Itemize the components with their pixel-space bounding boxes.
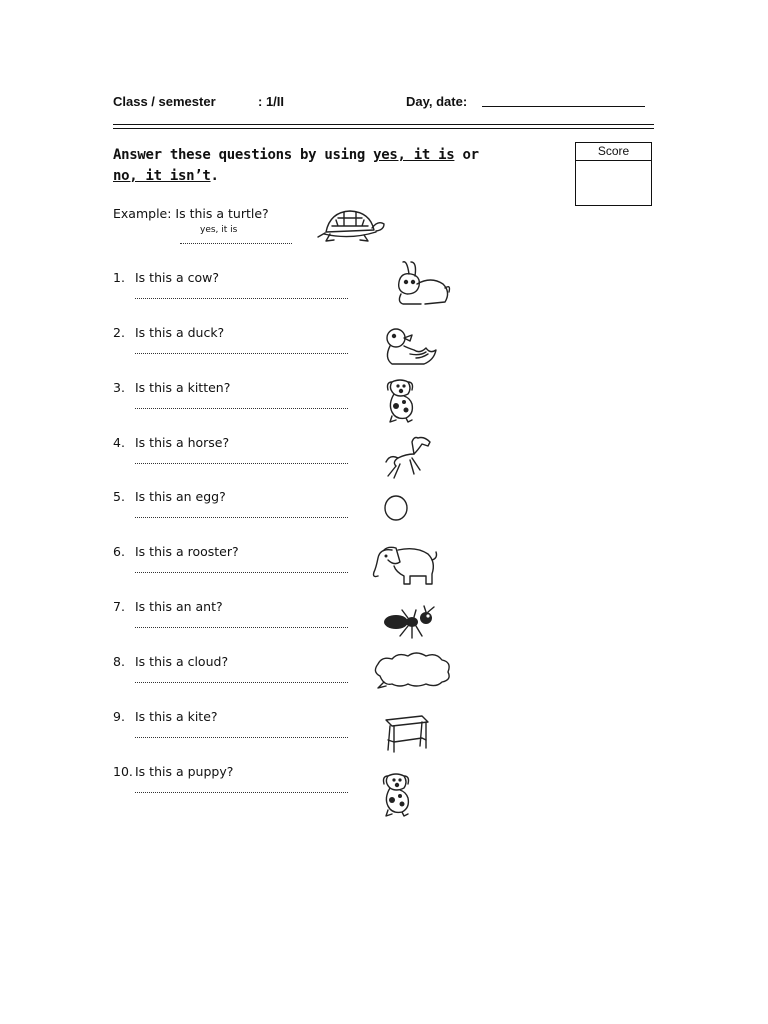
- score-box[interactable]: [575, 142, 652, 206]
- instruction-or: or: [454, 147, 479, 163]
- answer-line-8[interactable]: [135, 680, 348, 683]
- question-4: [113, 435, 229, 450]
- answer-line-2[interactable]: [135, 351, 348, 354]
- question-number: 9.: [113, 709, 125, 724]
- question-text: Is this a horse?: [135, 435, 230, 450]
- duck-icon: [380, 324, 442, 370]
- example-answer: yes, it is: [200, 225, 238, 235]
- answer-line-3[interactable]: [135, 406, 348, 409]
- answer-line-1[interactable]: [135, 296, 348, 299]
- elephant-icon: [370, 542, 440, 590]
- question-number: 4.: [113, 435, 125, 450]
- instruction-no: no, it isn’t: [113, 168, 211, 184]
- question-10: [113, 764, 233, 779]
- question-5: [113, 489, 226, 504]
- question-number: 7.: [113, 599, 125, 614]
- puppy-icon: [378, 770, 418, 818]
- question-number: 1.: [113, 270, 125, 285]
- question-8: [113, 654, 228, 669]
- answer-line-4[interactable]: [135, 461, 348, 464]
- question-number: 3.: [113, 380, 125, 395]
- day-date-blank[interactable]: [482, 106, 645, 107]
- cloud-icon: [370, 650, 454, 692]
- question-number: 6.: [113, 544, 125, 559]
- score-label: Score: [576, 143, 651, 161]
- question-7: [113, 599, 223, 614]
- turtle-icon: [316, 206, 386, 244]
- instruction-prefix: Answer these questions by using: [113, 147, 374, 163]
- question-text: Is this an egg?: [135, 489, 226, 504]
- instruction-period: .: [210, 168, 219, 184]
- horse-icon: [384, 432, 436, 482]
- header-divider: [113, 124, 654, 125]
- question-number: 2.: [113, 325, 125, 340]
- example-answer-line: [180, 241, 292, 244]
- question-text: Is this a cloud?: [135, 654, 229, 669]
- question-text: Is this a cow?: [135, 270, 219, 285]
- answer-line-6[interactable]: [135, 570, 348, 573]
- question-text: Is this a kite?: [135, 709, 218, 724]
- instruction-yes: yes, it is: [373, 147, 455, 163]
- question-text: Is this a puppy?: [135, 764, 234, 779]
- question-text: Is this a duck?: [135, 325, 225, 340]
- rabbit-icon: [387, 258, 453, 310]
- egg-icon: [382, 494, 410, 522]
- question-9: [113, 709, 218, 724]
- answer-line-10[interactable]: [135, 790, 348, 793]
- instructions: [113, 145, 533, 187]
- question-3: [113, 380, 230, 395]
- question-number: 5.: [113, 489, 125, 504]
- class-semester-value: : 1/II: [258, 94, 285, 109]
- question-text: Is this a kitten?: [135, 380, 231, 395]
- answer-line-9[interactable]: [135, 735, 348, 738]
- question-number: 10.: [113, 764, 133, 779]
- question-2: [113, 325, 224, 340]
- answer-line-5[interactable]: [135, 515, 348, 518]
- question-number: 8.: [113, 654, 125, 669]
- ant-icon: [382, 604, 440, 640]
- stool-icon: [382, 712, 430, 754]
- question-text: Is this an ant?: [135, 599, 223, 614]
- example-question: Example: Is this a turtle?: [113, 206, 269, 221]
- question-text: Is this a rooster?: [135, 544, 239, 559]
- answer-line-7[interactable]: [135, 625, 348, 628]
- class-semester-label: Class / semester: [113, 94, 216, 109]
- question-6: [113, 544, 239, 559]
- question-1: [113, 270, 219, 285]
- header-divider-second: [113, 128, 654, 129]
- puppy-icon: [382, 376, 422, 424]
- day-date-label: Day, date:: [406, 94, 468, 109]
